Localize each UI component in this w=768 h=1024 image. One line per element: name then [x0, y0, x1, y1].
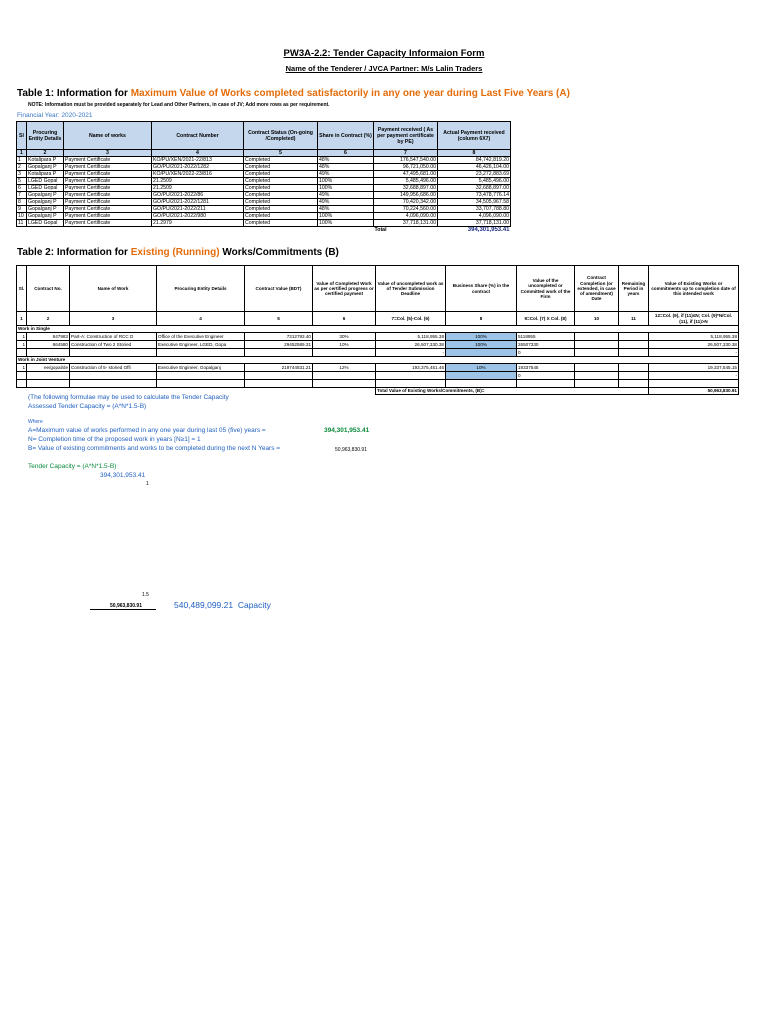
table-row [17, 164, 511, 171]
table-cell: Payment Certificate [64, 192, 152, 199]
table-cell [27, 372, 70, 380]
table-cell: Construction of 5- storied Offi [70, 364, 157, 372]
table2-heading-highlight: Existing (Running) [130, 247, 220, 258]
table-cell [517, 380, 575, 388]
section-jv-row [17, 357, 739, 364]
table2-column-number: 6 [313, 312, 376, 326]
table-cell: 100% [318, 178, 374, 185]
table-cell: GO/PU/2021-2022/1281 [152, 199, 244, 206]
b-definition: B= Value of existing commitments and works to be completed during the next N Years = [28, 445, 281, 452]
table-row [17, 171, 511, 178]
table-cell: Completed [244, 220, 318, 227]
table-cell: 176,547,540.00 [374, 157, 438, 164]
table2-column-header: Name of Work [70, 266, 157, 312]
table1-header-row [17, 122, 511, 150]
table-cell: 2 [17, 164, 27, 171]
table-cell: Completed [244, 192, 318, 199]
table-cell: 29452589.31 [245, 341, 313, 349]
table-cell: 100% [318, 213, 374, 220]
table-cell: 46,426,104.00 [438, 164, 511, 171]
table-row [17, 157, 511, 164]
table-cell [245, 380, 313, 388]
table-cell: Gopalganj P [27, 213, 64, 220]
table2-heading-suffix: Works/Commitments (B) [219, 247, 339, 258]
table-cell [376, 380, 446, 388]
table-cell: 32,688,897.00 [374, 185, 438, 192]
table2-column-number: 7=Col. (5)-Col. (6) [376, 312, 446, 326]
table-cell: 10% [446, 364, 517, 372]
table-cell: 193,375,451.46 [376, 364, 446, 372]
table-cell: 149,956,686.00 [374, 192, 438, 199]
table2-total-value: 50,963,830.91 [649, 388, 739, 395]
table-cell: Gopalganj P [27, 206, 64, 213]
table-cell: Executive Engineer, LGED, Gopa [157, 341, 245, 349]
table-row [17, 213, 511, 220]
tender-capacity-n: 1 [146, 481, 149, 487]
table-cell: 4,096,090.00 [438, 213, 511, 220]
table-cell: Executive Engineer, Gopalganj [157, 364, 245, 372]
table-cell: Part-A: Construction of RCC D [70, 333, 157, 341]
table-cell: Payment Certificate [64, 164, 152, 171]
table2-column-header: Value of uncompleted work as of Tender Submission Deadline [376, 266, 446, 312]
table1-note: NOTE: Information must be provided separately for Lead and Other Partners, in case of JV; Add more rows as per requirement. [28, 102, 330, 108]
table-cell: Payment Certificate [64, 199, 152, 206]
table-cell: - [649, 349, 739, 357]
table2-column-number: 11 [619, 312, 649, 326]
table-cell: Completed [244, 185, 318, 192]
table-cell [313, 380, 376, 388]
table1-total-spacer [152, 227, 244, 234]
table-cell: 3 [17, 171, 27, 178]
table-cell [619, 341, 649, 349]
table-cell: 19,337,545.15 [649, 364, 739, 372]
table-cell [157, 372, 245, 380]
tenderer-name: Name of the Tenderer / JVCA Partner: M/s Lalin Traders [285, 64, 483, 73]
section-single-row [17, 326, 739, 333]
table-cell: Payment Certificate [64, 206, 152, 213]
table1-total-spacer [27, 227, 64, 234]
table-cell [17, 380, 27, 388]
table2-total-spacer [245, 388, 313, 395]
table2-heading [17, 247, 339, 258]
table-cell: 11 [17, 220, 27, 227]
table-cell: 100% [318, 220, 374, 227]
table1-heading [17, 88, 570, 99]
section-label-jv: Work in Joint Venture [17, 357, 739, 364]
table2-heading-prefix: Table 2: Information for [17, 247, 131, 258]
table-cell: Completed [244, 164, 318, 171]
table-cell: GO/PU/2021-2022/980 [152, 213, 244, 220]
table1-column-number: 8 [438, 150, 511, 157]
table-cell [619, 349, 649, 357]
table1-column-number: 7 [374, 150, 438, 157]
table-cell: 7312793.40 [245, 333, 313, 341]
table-cell: 12% [313, 364, 376, 372]
table-cell: 37,718,131.00 [438, 220, 511, 227]
table1-total-value: 394,301,953.41 [467, 227, 510, 234]
table-cell: Kotalipara P [27, 157, 64, 164]
table1-column-header: Sl [17, 122, 27, 150]
table2-column-header: Sl. [17, 266, 27, 312]
table2-column-header: Value of the uncompleted or Committed work of the Firm [517, 266, 575, 312]
table-cell: 10 [17, 213, 27, 220]
table-cell: Payment Certificate [64, 185, 152, 192]
table-cell [70, 372, 157, 380]
table-cell: 100% [446, 341, 517, 349]
table2-column-header: Contract No. [27, 266, 70, 312]
table-cell: 26507330 [517, 341, 575, 349]
table-cell [17, 372, 27, 380]
table-cell: 23,272,883.69 [438, 171, 511, 178]
table-cell: 219744831.21 [245, 364, 313, 372]
table1-column-header: Procuring Entity Details [27, 122, 64, 150]
table-cell: 26,507,330.38 [649, 341, 739, 349]
table-cell: Gopalganj P [27, 199, 64, 206]
table-row [17, 192, 511, 199]
table-cell [245, 349, 313, 357]
table-cell: Completed [244, 171, 318, 178]
table-cell [70, 349, 157, 357]
table-cell [446, 380, 517, 388]
table-cell [376, 372, 446, 380]
table1-column-header: Contract Number [152, 122, 244, 150]
table1-heading-prefix: Table 1: Information for [17, 88, 131, 99]
table-cell [575, 372, 619, 380]
table-cell [619, 333, 649, 341]
table-cell: 6 [17, 185, 27, 192]
where-label: Where [28, 419, 43, 425]
table-cell: 0 [517, 349, 575, 357]
table-cell: Completed [244, 157, 318, 164]
b-value-under: 50,963,830.91 [110, 603, 142, 609]
table1-column-number: 3 [64, 150, 152, 157]
table-cell: 1 [17, 364, 27, 372]
table-cell [619, 380, 649, 388]
table-cell: 49% [318, 199, 374, 206]
table-cell: 48% [318, 157, 374, 164]
table-cell: GO/PU/2021-2022/211 [152, 206, 244, 213]
tender-capacity-a: 394,301,953.41 [100, 472, 146, 479]
table2-empty-row [17, 380, 739, 388]
table-cell: 96,721,050.00 [374, 164, 438, 171]
table-cell: Payment Certificate [64, 157, 152, 164]
table2-column-number: 8 [446, 312, 517, 326]
table-cell: - [376, 349, 446, 357]
table-cell: 4,096,090.00 [374, 213, 438, 220]
table-cell: Completed [244, 213, 318, 220]
table-cell: LGED Gopal [27, 220, 64, 227]
factor-value: 1.5 [142, 592, 149, 598]
table-cell: Completed [244, 206, 318, 213]
form-title: PW3A-2.2: Tender Capacity Informaion Form [283, 48, 485, 59]
capacity-result [174, 600, 271, 610]
table-cell: 5,118,955.38 [376, 333, 446, 341]
table-cell: 19337545 [517, 364, 575, 372]
table-cell [446, 349, 517, 357]
a-value: 394,301,953.41 [324, 427, 370, 434]
table-cell: KO/PU/XEN/2021-22/813 [152, 157, 244, 164]
table-cell: 1 [17, 341, 27, 349]
table-cell: 847983 [27, 333, 70, 341]
assessed-capacity-formula: Assessed Tender Capacity = (A*N*1.5-B) [28, 403, 147, 410]
table-cell: 49% [318, 192, 374, 199]
tender-capacity-label: Tender Capacity = (A*N*1.5-B) [28, 463, 117, 470]
table2-total-label: Total Value of Existing Works/Commitments, (B)= [376, 388, 649, 395]
table-cell [649, 380, 739, 388]
table-cell [157, 349, 245, 357]
table-cell: 70,224,560.00 [374, 206, 438, 213]
table-cell: Payment Certificate [64, 178, 152, 185]
table-cell: 26,507,330.38 [376, 341, 446, 349]
table-cell [575, 364, 619, 372]
table-cell: 8 [17, 199, 27, 206]
table-cell: LGED Gopal [27, 185, 64, 192]
table1-column-number: 5 [244, 150, 318, 157]
table-cell: 32,688,897.00 [438, 185, 511, 192]
table-cell: 49% [318, 171, 374, 178]
table-cell: 7 [17, 192, 27, 199]
table-cell [575, 333, 619, 341]
capacity-result-label: Capacity [237, 600, 271, 610]
table-cell: 5,118,955.38 [649, 333, 739, 341]
table-cell: 5,485,496.00 [438, 178, 511, 185]
table-cell: 21.2509 [152, 178, 244, 185]
table1-column-number: 1 [17, 150, 27, 157]
underline-divider [90, 609, 156, 610]
table-row [17, 333, 739, 341]
table1-column-number: 6 [318, 150, 374, 157]
table-cell: ee/gopal/de [27, 364, 70, 372]
table-cell: Construction of Two 2 Storied [70, 341, 157, 349]
table-cell [245, 372, 313, 380]
table-cell: KO/PU/XEN/2022-23/816 [152, 171, 244, 178]
table-cell: LGED Gopal [27, 178, 64, 185]
table2-header-row [17, 266, 739, 312]
table2-column-number: 3 [70, 312, 157, 326]
table-cell: 1 [17, 157, 27, 164]
table-cell: 5118955 [517, 333, 575, 341]
table-cell [70, 380, 157, 388]
table-row [17, 206, 511, 213]
table2-column-header: Value of Completed Work as per certified progress or certified payment [313, 266, 376, 312]
section-label-single: Work in Single [17, 326, 739, 333]
table-cell: 47,495,681.00 [374, 171, 438, 178]
table1-column-header: Contract Status (On-going /Completed) [244, 122, 318, 150]
table1-column-header: Actual Payment received (column 6X7) [438, 122, 511, 150]
table-cell: 33,707,788.80 [438, 206, 511, 213]
table2-column-number: 2 [27, 312, 70, 326]
table2-total-spacer [17, 388, 27, 395]
table-cell: 21.2979 [152, 220, 244, 227]
table-row [17, 349, 739, 357]
table1-column-header: Name of works [64, 122, 152, 150]
table1 [16, 121, 511, 234]
table-cell [17, 349, 27, 357]
table-row [17, 199, 511, 206]
table-row [17, 178, 511, 185]
table-cell [619, 364, 649, 372]
capacity-result-value: 540,489,099.21 [174, 600, 234, 610]
table1-colnum-row [17, 150, 511, 157]
table1-column-header: Payment received ( As per payment certificate by PE) [374, 122, 438, 150]
financial-year: Financial Year: 2020-2021 [17, 112, 93, 119]
table2-column-header: Remaining Period in years [619, 266, 649, 312]
table1-column-number: 4 [152, 150, 244, 157]
table1-column-header: Share in Contract (%) [318, 122, 374, 150]
table2-column-number: 10 [575, 312, 619, 326]
table-cell: Gopalganj P [27, 164, 64, 171]
table2-column-number: 4 [157, 312, 245, 326]
table2-column-header: Value of Existing Works or commitments up to completion date of this intended work [649, 266, 739, 312]
table-row [17, 341, 739, 349]
table2-column-number: 12=Col. (9), if (11)≤N; Col. (9)*N/Col. (11), if (11)>N [649, 312, 739, 326]
table-cell: Completed [244, 178, 318, 185]
table-cell [575, 380, 619, 388]
table-cell: Payment Certificate [64, 171, 152, 178]
table1-total-row [17, 227, 511, 234]
table-cell: 100% [446, 333, 517, 341]
table-cell: 48% [318, 206, 374, 213]
table2-column-header: Procuring Entity Details [157, 266, 245, 312]
table-cell: 48% [318, 164, 374, 171]
table1-total-spacer [318, 227, 374, 234]
table-row [17, 185, 511, 192]
table-cell: GO/PU/2021-2022/86 [152, 192, 244, 199]
table-cell: 5 [17, 178, 27, 185]
table1-total-spacer [244, 227, 318, 234]
table-row [17, 372, 739, 380]
table2-column-header: Contract Completion (or extended, in case of amendment) Date [575, 266, 619, 312]
table1-total-label: Total [374, 227, 387, 234]
table-cell: 1 [17, 333, 27, 341]
formula-intro: (The following formulae may be used to calculate the Tender Capacity [28, 394, 229, 401]
table-cell [446, 372, 517, 380]
table-cell [619, 372, 649, 380]
table2-column-header: Business Share (%) in the contract [446, 266, 517, 312]
table1-heading-highlight: Maximum Value of Works completed satisfactorily in any one year during Last Five Years (A) [130, 88, 570, 99]
table-cell: 34,505,967.58 [438, 199, 511, 206]
table-cell: Payment Certificate [64, 220, 152, 227]
table-cell [313, 372, 376, 380]
n-definition: N= Completion time of the proposed work in years [N≥1] = 1 [28, 436, 201, 443]
table-cell [575, 349, 619, 357]
table-cell [157, 380, 245, 388]
table1-column-number: 2 [27, 150, 64, 157]
table-cell: 70,420,342.00 [374, 199, 438, 206]
table2-column-number: 5 [245, 312, 313, 326]
table-cell: 100% [318, 185, 374, 192]
table2-column-number: 1 [17, 312, 27, 326]
table-cell: Office of the Executive Engineer [157, 333, 245, 341]
table-cell: Kotalipara P [27, 171, 64, 178]
table2-total-spacer [313, 388, 376, 395]
table-cell [313, 349, 376, 357]
table-cell: 73,478,776.14 [438, 192, 511, 199]
table-cell: 37,718,131.00 [374, 220, 438, 227]
table-cell: 9 [17, 206, 27, 213]
table-cell: GO/PU/2021-2022/1282 [152, 164, 244, 171]
b-value: 50,963,830.91 [335, 447, 367, 453]
table-cell: - [649, 372, 739, 380]
table-cell: 21.2509 [152, 185, 244, 192]
table-row [17, 364, 739, 372]
table2-column-header: Contract Value (BDT) [245, 266, 313, 312]
table-cell: 84,742,819.20 [438, 157, 511, 164]
table1-total-spacer [64, 227, 152, 234]
table2 [16, 265, 739, 395]
table1-total-spacer [17, 227, 27, 234]
table2-colnum-row [17, 312, 739, 326]
table2-column-number: 9=Col. (7) X Col. (8) [517, 312, 575, 326]
table-cell: 10% [313, 341, 376, 349]
table-cell [27, 380, 70, 388]
table-row [17, 220, 511, 227]
table-cell: 0 [517, 372, 575, 380]
table-cell: 30% [313, 333, 376, 341]
a-definition: A=Maximum value of works performed in any one year during last 05 (five) years = [28, 427, 266, 434]
table-cell [575, 341, 619, 349]
table-cell: 5,485,496.00 [374, 178, 438, 185]
table-cell: Gopalganj P [27, 192, 64, 199]
table-cell: Payment Certificate [64, 213, 152, 220]
table-cell [27, 349, 70, 357]
table-cell: 864580 [27, 341, 70, 349]
table-cell: Completed [244, 199, 318, 206]
